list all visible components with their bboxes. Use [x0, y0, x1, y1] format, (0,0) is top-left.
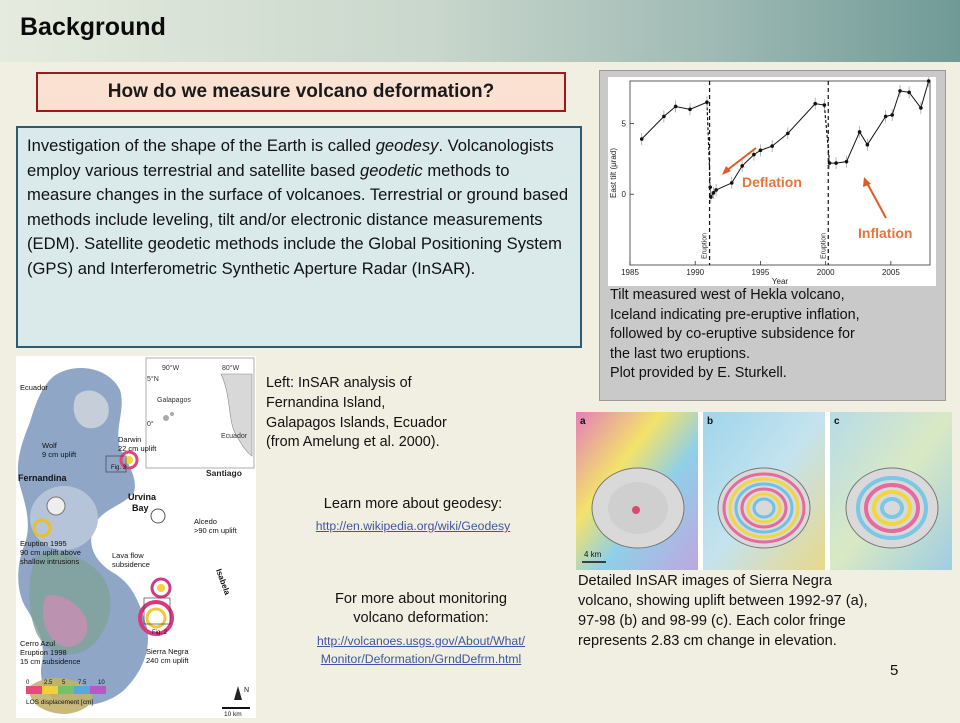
map-label: Fig. 3 [111, 465, 127, 471]
sierra-negra-svg [576, 412, 952, 570]
intro-text-part: . Volcanologists employ various terrestrial and satellite based [27, 136, 554, 180]
data-point [898, 89, 902, 93]
monitor-link-line[interactable]: Monitor/Deformation/GrndDefrm.html [320, 652, 522, 666]
tilt-caption [610, 286, 942, 384]
map-label: 240 cm uplift [146, 656, 189, 665]
data-point [674, 105, 678, 109]
map-label: Cerro Azul [20, 639, 56, 648]
inflation-arrow [867, 183, 886, 218]
slide-title: Background [20, 13, 166, 41]
data-point [688, 108, 692, 112]
caption-line: (from Amelung et al. 2000). [266, 434, 440, 451]
tilt-figure-panel [599, 70, 946, 401]
data-point [834, 161, 838, 165]
map-label: Darwin [118, 435, 142, 444]
map-label: Wolf [42, 441, 57, 450]
page-number: 5 [890, 662, 899, 679]
data-point [828, 161, 832, 165]
data-point [919, 106, 923, 110]
caption-line: Galapagos Islands, Ecuador [266, 414, 447, 431]
caption-line: Left: InSAR analysis of [266, 375, 412, 391]
scale-tick: 10 [98, 680, 105, 686]
inset-map [146, 358, 254, 478]
monitor-text [266, 590, 576, 628]
data-point [770, 144, 774, 148]
data-point [907, 91, 911, 95]
intro-text-part: Investigation of the shape of the Earth is called [27, 136, 376, 155]
y-tick-label: 5 [621, 119, 626, 129]
data-point [927, 79, 931, 83]
data-point [712, 191, 716, 195]
map-label: Alcedo [194, 517, 217, 526]
intro-term-geodesy: geodesy [375, 136, 439, 155]
x-tick-label: 1995 [751, 268, 770, 277]
tilt-chart [608, 77, 936, 286]
inset-label: 90°W [162, 365, 180, 372]
scale-bar-label: 10 km [224, 711, 242, 718]
x-tick-label: 1990 [686, 268, 705, 277]
caption-line: followed by co-eruptive subsidence for [610, 326, 855, 343]
map-label: Urvina [128, 492, 157, 502]
data-point [705, 100, 709, 104]
scale-tick: 2.5 [44, 680, 53, 686]
scale-tick: 0 [26, 680, 30, 686]
data-point [740, 164, 744, 168]
intro-term-geodetic: geodetic [359, 160, 423, 180]
monitor-line: For more about monitoring [335, 591, 507, 607]
inset-label: 5°N [147, 376, 159, 383]
caption-line: Detailed InSAR images of Sierra Negra [578, 573, 832, 589]
north-label: N [244, 687, 250, 694]
panel-label-a: a [580, 416, 586, 427]
map-label: shallow intrusions [20, 557, 80, 566]
insar-map-figure [16, 356, 256, 718]
santiago-label: Santiago [206, 468, 242, 478]
x-axis-label: Year [771, 277, 789, 286]
caption-line: 97-98 (b) and 98-99 (c). Each color fringe [578, 613, 846, 629]
map-label: 9 cm uplift [42, 450, 77, 459]
data-point [866, 143, 870, 147]
tilt-chart-svg [608, 77, 936, 286]
map-label: 90 cm uplift above [20, 548, 81, 557]
map-label: Ecuador [20, 383, 48, 392]
caption-line: Tilt measured west of Hekla volcano, [610, 287, 845, 303]
map-label: 15 cm subsidence [20, 657, 81, 666]
fringe-rings-c [846, 468, 938, 548]
inflation-arrowhead [863, 177, 871, 187]
data-point [730, 181, 734, 185]
eruption-label: Eruption [820, 232, 828, 259]
data-point [662, 115, 666, 119]
data-point [708, 185, 712, 189]
fringe-rings-b [718, 468, 810, 548]
sierra-negra-figure [576, 412, 952, 570]
data-point [752, 153, 756, 157]
map-label: Eruption 1995 [20, 539, 67, 548]
inset-label: Galapagos [157, 397, 191, 404]
intro-text-box [16, 126, 582, 348]
y-tick-label: 0 [621, 190, 626, 200]
x-tick-label: 1985 [621, 268, 639, 277]
caption-line: volcano, showing uplift between 1992-97 (a), [578, 593, 868, 609]
insar-map-svg [16, 356, 256, 718]
x-tick-label: 2000 [816, 268, 835, 277]
data-point [890, 113, 894, 117]
data-point [858, 130, 862, 134]
eruption-label: Eruption [701, 232, 709, 259]
scale-tick: 7.5 [78, 680, 87, 686]
intro-text-part: methods to measure changes in the surface of volcanoes. Terrestrial or ground based methods include leveling, tilt and/or electronic distance measurements (EDM). Satellite geodetic methods include the Global Positioning System (GPS) and Interferometric Synthetic Aperture Radar (InSAR). [27, 160, 569, 278]
map-label: >90 cm uplift [194, 526, 237, 535]
data-point [640, 137, 644, 141]
panel-label-c: c [834, 416, 840, 427]
data-point [709, 195, 713, 199]
caption-line: Fernandina Island, [266, 394, 386, 411]
data-point [786, 132, 790, 136]
map-caption [266, 374, 516, 453]
map-label: Fig. 2 [152, 630, 168, 636]
question-box [36, 72, 566, 112]
inset-label: 0° [147, 421, 154, 428]
map-label: Sierra Negra [146, 647, 189, 656]
geodesy-link[interactable]: http://en.wikipedia.org/wiki/Geodesy [315, 519, 511, 533]
panel-label-b: b [707, 416, 714, 427]
scale-tick: 5 [62, 680, 66, 686]
caption-line: represents 2.83 cm change in elevation. [578, 633, 837, 649]
data-point [823, 103, 827, 107]
map-label: subsidence [112, 560, 150, 569]
map-label: Bay [132, 503, 149, 513]
caption-line: Iceland indicating pre-eruptive inflation, [610, 306, 860, 323]
data-point [759, 149, 763, 153]
map-label: Eruption 1998 [20, 648, 67, 657]
monitor-link[interactable] [266, 632, 576, 668]
data-point [813, 102, 817, 106]
deflation-label: Deflation [742, 174, 802, 190]
monitor-link-line[interactable]: http://volcanoes.usgs.gov/About/What/ [317, 634, 525, 648]
map-label: Isabela [214, 567, 232, 597]
sierra-scale-label: 4 km [584, 550, 602, 559]
caption-line: the last two eruptions. [610, 345, 750, 362]
x-tick-label: 2005 [881, 268, 900, 277]
scale-title: LOS displacement [cm] [26, 699, 94, 706]
data-point [884, 115, 888, 119]
map-label: 22 cm uplift [118, 444, 157, 453]
inflation-label: Inflation [858, 225, 913, 241]
monitor-line: volcano deformation: [353, 610, 489, 626]
map-label: Fernandina [18, 473, 67, 483]
map-label: Lava flow [112, 551, 144, 560]
sierra-caption [578, 571, 953, 651]
y-axis-label: East tilt (μrad) [609, 148, 618, 198]
data-point [845, 160, 849, 164]
geodesy-label: Learn more about geodesy: [323, 496, 503, 512]
question-text: How do we measure volcano deformation? [107, 81, 495, 102]
data-point [714, 188, 718, 192]
inset-label: 80°W [222, 365, 240, 372]
caption-line: Plot provided by E. Sturkell. [610, 365, 787, 382]
inset-label: Ecuador [221, 433, 248, 440]
